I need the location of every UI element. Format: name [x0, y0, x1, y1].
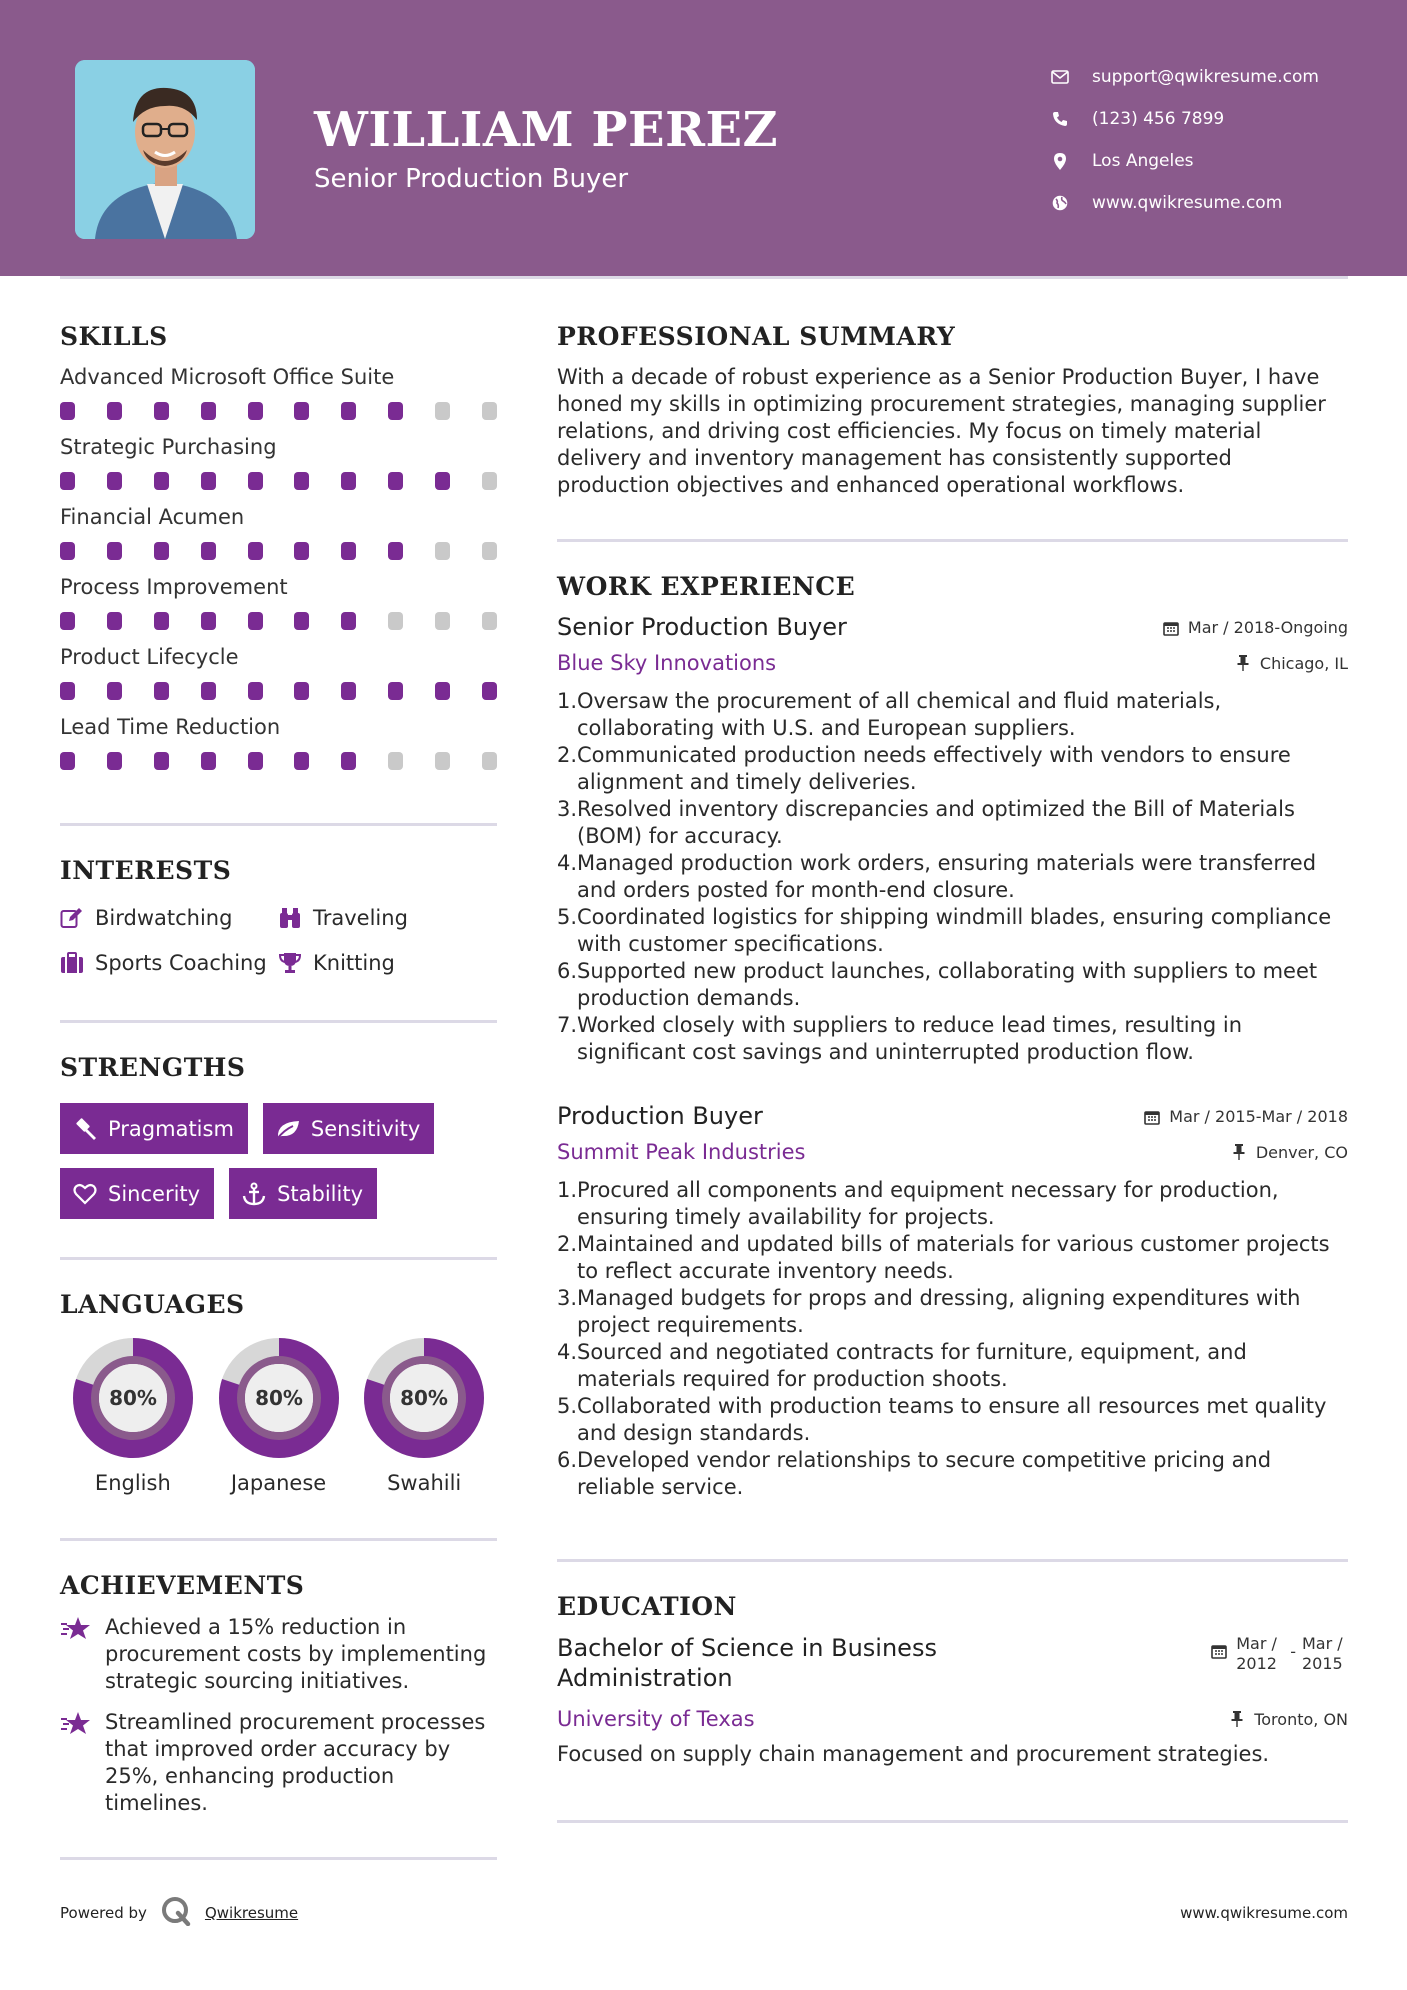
skill-rating	[60, 402, 497, 421]
duty-number: 4.	[557, 1340, 578, 1364]
skill-name: Strategic Purchasing	[60, 435, 277, 459]
company-name: Summit Peak Industries	[557, 1140, 806, 1164]
rating-dot	[341, 472, 356, 490]
pushpin-icon	[1228, 1710, 1246, 1728]
duty-text: Collaborated with production teams to ensure all resources met quality and design standards.	[577, 1394, 1327, 1445]
rating-dot	[107, 402, 122, 420]
duty-number: 3.	[557, 797, 578, 821]
job-location-text: Denver, CO	[1255, 1142, 1348, 1162]
rating-dot	[341, 402, 356, 420]
header-banner	[0, 0, 1407, 276]
education-location-text: Toronto, ON	[1254, 1709, 1348, 1729]
duty-number: 5.	[557, 1394, 578, 1418]
job-location-text: Chicago, IL	[1259, 653, 1348, 673]
rating-dot	[60, 472, 75, 490]
rating-dot	[482, 472, 497, 490]
language-percent: 80%	[254, 1386, 303, 1410]
rating-dot	[435, 402, 450, 420]
duty-item	[557, 1447, 1348, 1501]
education-description: Focused on supply chain management and procurement strategies.	[557, 1742, 1270, 1766]
rating-dot	[60, 402, 75, 420]
left-column	[60, 322, 497, 1860]
envelope-icon	[1050, 67, 1070, 87]
rating-dot	[201, 612, 216, 630]
education-subheader	[557, 1707, 1348, 1731]
section-divider	[557, 1559, 1348, 1562]
profile-photo	[75, 60, 255, 239]
rating-dot	[435, 542, 450, 560]
skill-item	[60, 714, 497, 771]
rating-dot	[341, 752, 356, 770]
rating-dot	[201, 752, 216, 770]
duty-text: Developed vendor relationships to secure competitive pricing and reliable service.	[577, 1448, 1272, 1499]
skill-name: Product Lifecycle	[60, 645, 239, 669]
rating-dot	[154, 682, 169, 700]
rating-dot	[60, 612, 75, 630]
job-entry	[557, 613, 1348, 1066]
language-percent: 80%	[400, 1386, 449, 1410]
calendar-icon	[1162, 619, 1180, 637]
duty-text: Communicated production needs effectively with vendors to ensure alignment and timely deliveries.	[577, 743, 1291, 794]
languages-list	[60, 1337, 497, 1495]
job-header	[557, 613, 1348, 641]
rating-dot	[154, 472, 169, 490]
duty-text: Procured all components and equipment necessary for production, ensuring timely availability for projects.	[577, 1178, 1279, 1229]
language-name: English	[94, 1471, 171, 1495]
skill-item	[60, 574, 497, 631]
rating-dot	[60, 682, 75, 700]
duty-text: Resolved inventory discrepancies and optimized the Bill of Materials (BOM) for accuracy.	[577, 797, 1295, 848]
rating-dot	[248, 402, 263, 420]
rating-dot	[294, 542, 309, 560]
rating-dot	[294, 682, 309, 700]
rating-dot	[294, 752, 309, 770]
candidate-title: Senior Production Buyer	[314, 164, 629, 194]
strengths-list	[60, 1103, 480, 1219]
rating-dot	[482, 752, 497, 770]
rating-dot	[201, 472, 216, 490]
contact-email-text: support@qwikresume.com	[1092, 67, 1319, 87]
contact-phone[interactable]	[1050, 98, 1319, 140]
job-duties	[557, 688, 1348, 1066]
skill-name: Financial Acumen	[60, 505, 245, 529]
education-heading: EDUCATION	[557, 1592, 737, 1621]
duty-number: 3.	[557, 1286, 578, 1310]
rating-dot	[388, 402, 403, 420]
rating-dot	[482, 402, 497, 420]
rating-dot	[341, 682, 356, 700]
rating-dot	[248, 682, 263, 700]
interests-heading: INTERESTS	[60, 856, 232, 885]
job-date-text: Mar / 2018-Ongoing	[1187, 618, 1348, 637]
job-title: Senior Production Buyer	[557, 613, 847, 641]
duty-item	[557, 1393, 1348, 1447]
rating-dot	[201, 542, 216, 560]
heart-icon	[72, 1181, 98, 1207]
languages-heading: LANGUAGES	[60, 1290, 245, 1319]
rating-dot	[388, 542, 403, 560]
binoculars-icon	[278, 905, 303, 930]
duty-text: Managed budgets for props and dressing, aligning expenditures with project requirements.	[577, 1286, 1301, 1337]
header-divider	[60, 276, 1348, 279]
language-item	[60, 1337, 206, 1495]
pushpin-icon	[1234, 654, 1252, 672]
rating-dot	[60, 752, 75, 770]
education-header	[557, 1633, 1348, 1693]
phone-icon	[1050, 109, 1070, 129]
rating-dot	[341, 542, 356, 560]
duty-item	[557, 742, 1348, 796]
language-item	[351, 1337, 497, 1495]
rating-dot	[248, 472, 263, 490]
language-progress-ring	[218, 1337, 340, 1459]
skill-name: Lead Time Reduction	[60, 715, 281, 739]
powered-by	[60, 1896, 298, 1930]
duty-item	[557, 1177, 1348, 1231]
duty-number: 7.	[557, 1013, 578, 1037]
job-location	[1230, 1143, 1348, 1162]
calendar-icon	[1143, 1108, 1161, 1126]
qwikresume-logo-icon	[161, 1896, 191, 1930]
duty-item	[557, 688, 1348, 742]
skills-heading: SKILLS	[60, 322, 168, 351]
duty-item	[557, 1339, 1348, 1393]
education-start: Mar / 2012	[1236, 1634, 1277, 1673]
duty-text: Coordinated logistics for shipping windmill blades, ensuring compliance with customer specifications.	[577, 905, 1332, 956]
globe-icon	[1050, 193, 1070, 213]
footer-website[interactable]: www.qwikresume.com	[1180, 1904, 1348, 1922]
star-badge-icon	[60, 1709, 92, 1817]
interest-label: Knitting	[313, 950, 395, 975]
contact-phone-text: (123) 456 7899	[1092, 109, 1225, 129]
language-progress-ring	[72, 1337, 194, 1459]
language-name: Swahili	[387, 1471, 462, 1495]
rating-dot	[107, 752, 122, 770]
rating-dot	[435, 752, 450, 770]
company-name: Blue Sky Innovations	[557, 651, 777, 675]
skill-rating	[60, 752, 497, 771]
duty-item	[557, 1012, 1348, 1066]
duty-text: Oversaw the procurement of all chemical and fluid materials, collaborating with U.S. and European suppliers.	[577, 689, 1222, 740]
rating-dot	[388, 472, 403, 490]
rating-dot	[107, 542, 122, 560]
duty-text: Sourced and negotiated contracts for furniture, equipment, and materials required for production shoots.	[577, 1340, 1247, 1391]
degree-title: Bachelor of Science in Business Administration	[557, 1634, 937, 1692]
duty-number: 5.	[557, 905, 578, 929]
anchor-icon	[241, 1181, 267, 1207]
language-progress-ring	[363, 1337, 485, 1459]
duty-text: Supported new product launches, collaborating with suppliers to meet production demands.	[577, 959, 1318, 1010]
rating-dot	[154, 542, 169, 560]
duty-item	[557, 958, 1348, 1012]
rating-dot	[482, 612, 497, 630]
powered-by-label: Powered by	[60, 1904, 147, 1922]
strength-label: Sensitivity	[310, 1116, 421, 1141]
duty-number: 4.	[557, 851, 578, 875]
rating-dot	[154, 402, 169, 420]
pencil-icon	[60, 905, 85, 930]
rating-dot	[107, 682, 122, 700]
interest-item	[60, 948, 278, 977]
summary-text: With a decade of robust experience as a Senior Production Buyer, I have honed my skills in optimizing procurement strategies, managing supplier relations, and driving cost efficiencies. My focus on timely material delivery and inventory management has consistently supported production objectives and enhanced operational workflows.	[557, 365, 1326, 497]
calendar-icon	[1210, 1642, 1228, 1660]
rating-dot	[248, 752, 263, 770]
rating-dot	[388, 752, 403, 770]
star-badge-icon	[60, 1614, 92, 1695]
language-item	[206, 1337, 352, 1495]
map-pin-icon	[1050, 151, 1070, 171]
rating-dot	[388, 682, 403, 700]
education-location	[1228, 1710, 1348, 1729]
rating-dot	[248, 612, 263, 630]
interest-item	[278, 903, 478, 932]
duty-number: 2.	[557, 1232, 578, 1256]
contact-website[interactable]	[1050, 182, 1319, 224]
jobs-list	[557, 613, 1348, 1501]
section-divider	[557, 1820, 1348, 1823]
suitcase-icon	[60, 950, 85, 975]
rating-dot	[60, 542, 75, 560]
skill-item	[60, 364, 497, 421]
interest-item	[60, 903, 278, 932]
date-separator: -	[1290, 1642, 1296, 1661]
rating-dot	[435, 682, 450, 700]
education-end: Mar / 2015	[1302, 1634, 1343, 1673]
contact-email[interactable]	[1050, 56, 1319, 98]
contact-location-text: Los Angeles	[1092, 151, 1194, 171]
rating-dot	[435, 472, 450, 490]
rating-dot	[388, 612, 403, 630]
achievement-text: Achieved a 15% reduction in procurement costs by implementing strategic sourcing initiatives.	[105, 1615, 487, 1693]
skill-item	[60, 644, 497, 701]
duty-text: Maintained and updated bills of materials for various customer projects to reflect accurate inventory needs.	[577, 1232, 1330, 1283]
skill-name: Advanced Microsoft Office Suite	[60, 365, 395, 389]
skill-item	[60, 504, 497, 561]
section-divider	[60, 1020, 497, 1023]
experience-heading: WORK EXPERIENCE	[557, 572, 856, 601]
strength-label: Stability	[277, 1181, 364, 1206]
job-dates	[1143, 1107, 1348, 1126]
duty-number: 1.	[557, 689, 578, 713]
rating-dot	[107, 472, 122, 490]
strengths-heading: STRENGTHS	[60, 1053, 246, 1082]
duty-item	[557, 850, 1348, 904]
rating-dot	[482, 682, 497, 700]
skill-rating	[60, 612, 497, 631]
achievement-text: Streamlined procurement processes that improved order accuracy by 25%, enhancing production timelines.	[105, 1710, 486, 1815]
strength-tag	[60, 1168, 214, 1219]
job-dates	[1162, 618, 1348, 637]
interest-label: Birdwatching	[95, 905, 233, 930]
interest-label: Sports Coaching	[95, 950, 267, 975]
rating-dot	[341, 612, 356, 630]
duty-number: 1.	[557, 1178, 578, 1202]
interests-list	[60, 903, 497, 977]
duty-item	[557, 1231, 1348, 1285]
job-title: Production Buyer	[557, 1102, 763, 1130]
skill-rating	[60, 682, 497, 701]
job-subheader	[557, 1140, 1348, 1164]
job-entry	[557, 1102, 1348, 1501]
strength-tag	[263, 1103, 434, 1154]
duty-number: 6.	[557, 1448, 578, 1472]
qwikresume-link[interactable]: Qwikresume	[204, 1904, 299, 1922]
duty-number: 2.	[557, 743, 578, 767]
section-divider	[60, 1257, 497, 1260]
strength-label: Sincerity	[108, 1181, 201, 1206]
achievement-item	[60, 1709, 497, 1817]
job-location	[1234, 654, 1348, 673]
footer	[60, 1896, 1348, 1930]
rating-dot	[294, 472, 309, 490]
pushpin-icon	[1230, 1143, 1248, 1161]
skill-name: Process Improvement	[60, 575, 288, 599]
rating-dot	[294, 402, 309, 420]
duty-number: 6.	[557, 959, 578, 983]
rating-dot	[107, 612, 122, 630]
section-divider	[60, 1538, 497, 1541]
section-divider	[60, 1857, 497, 1860]
contact-location	[1050, 140, 1319, 182]
rating-dot	[201, 402, 216, 420]
duty-item	[557, 1285, 1348, 1339]
job-duties	[557, 1177, 1348, 1501]
interest-item	[278, 948, 478, 977]
job-subheader	[557, 651, 1348, 675]
right-column	[557, 322, 1348, 1823]
achievements-heading: ACHIEVEMENTS	[60, 1571, 305, 1600]
section-divider	[60, 823, 497, 826]
rating-dot	[482, 542, 497, 560]
candidate-name: WILLIAM PEREZ	[314, 102, 779, 158]
section-divider	[557, 539, 1348, 542]
contact-list	[1050, 56, 1319, 224]
summary-heading: PROFESSIONAL SUMMARY	[557, 322, 956, 351]
rating-dot	[294, 612, 309, 630]
rating-dot	[154, 612, 169, 630]
duty-text: Managed production work orders, ensuring materials were transferred and orders posted for month-end closure.	[577, 851, 1317, 902]
language-percent: 80%	[108, 1386, 157, 1410]
gavel-icon	[72, 1116, 98, 1142]
strength-tag	[229, 1168, 377, 1219]
leaf-icon	[275, 1116, 301, 1142]
rating-dot	[154, 752, 169, 770]
rating-dot	[248, 542, 263, 560]
achievements-list	[60, 1614, 497, 1817]
duty-item	[557, 904, 1348, 958]
strength-tag	[60, 1103, 248, 1154]
strength-label: Pragmatism	[108, 1116, 234, 1141]
rating-dot	[435, 612, 450, 630]
rating-dot	[201, 682, 216, 700]
duty-item	[557, 796, 1348, 850]
skill-rating	[60, 542, 497, 561]
language-name: Japanese	[230, 1471, 327, 1495]
job-date-text: Mar / 2015-Mar / 2018	[1169, 1107, 1348, 1126]
trophy-icon	[278, 950, 303, 975]
school-name: University of Texas	[557, 1707, 755, 1731]
duty-text: Worked closely with suppliers to reduce lead times, resulting in significant cost savings and uninterrupted production flow.	[577, 1013, 1243, 1064]
achievement-item	[60, 1614, 497, 1695]
contact-website-text: www.qwikresume.com	[1092, 193, 1283, 213]
interest-label: Traveling	[313, 905, 408, 930]
skills-list	[60, 364, 497, 771]
job-header	[557, 1102, 1348, 1130]
skill-rating	[60, 472, 497, 491]
skill-item	[60, 434, 497, 491]
education-dates	[1210, 1634, 1348, 1674]
